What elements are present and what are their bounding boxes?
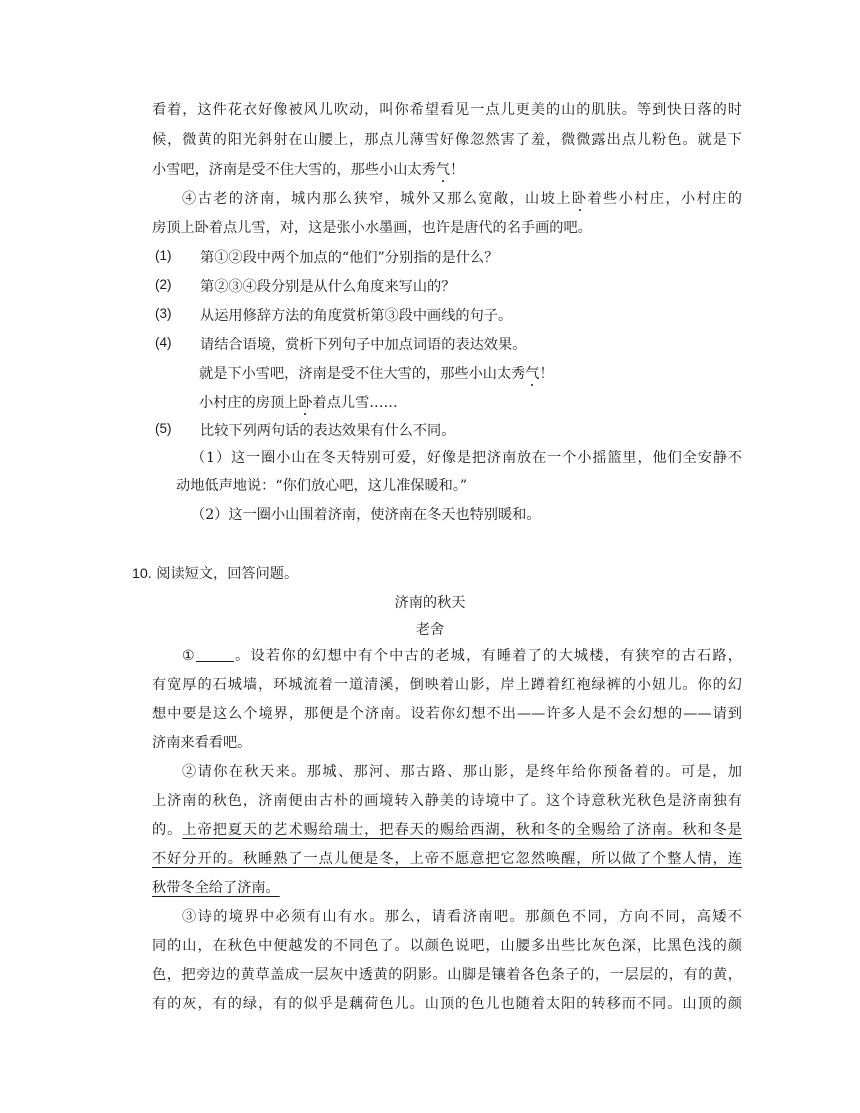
- question-text: 请结合语境，赏析下列句子中加点词语的表达效果。: [200, 337, 527, 353]
- paragraph-line: 想中要是这么个境界，那便是个济南。设若你幻想不出——许多人是不会幻想的——请到: [152, 706, 742, 722]
- question-number: 10.: [132, 566, 152, 582]
- comparison-sentence: （2）这一圈小山围着济南，使济南在冬天也特别暖和。: [191, 507, 541, 523]
- question-10-heading: [132, 563, 298, 583]
- question-label: (3): [155, 306, 172, 321]
- question-text: 比较下列两句话的表达效果有什么不同。: [200, 423, 456, 439]
- paragraph-line: 看着，这件花衣好像被风儿吹动，叫你希望看见一点儿更美的山的肌肤。等到快日落的时: [152, 102, 742, 118]
- question-label: (5): [155, 421, 172, 436]
- paragraph-line: ③诗的境界中必须有山有水。那么，请看济南吧。那颜色不同，方向不同，高矮不: [182, 909, 742, 925]
- quoted-sentence: 就是下小雪吧，济南是受不住大雪的，那些小山太秀气！: [199, 366, 554, 382]
- emphasis-dot-char: 卧: [571, 191, 588, 207]
- underlined-sentence: 上帝把夏天的艺术赐给瑞士，把春天的赐给西湖，秋和冬的全赐给了济南。秋和冬是: [182, 822, 742, 838]
- paragraph-line: 候，微黄的阳光斜射在山腰上，那点儿薄雪好像忽然害了羞，微微露出点儿粉色。就是下: [152, 132, 742, 148]
- paragraph-line: 同的山，在秋色中便越发的不同色了。以颜色说吧，山腰多出些比灰色深，比黑色浅的颜: [152, 938, 742, 954]
- quoted-sentence: 小村庄的房顶上卧着点儿雪……: [199, 395, 398, 411]
- emphasis-dot-char: 气: [525, 366, 540, 382]
- underlined-sentence: 秋带冬全给了济南。: [152, 880, 280, 896]
- question-prompt: 阅读短文，回答问题。: [156, 566, 299, 582]
- comparison-sentence: 动地低声地说：“你们放心吧，这儿准保暖和。”: [176, 478, 468, 494]
- question-text: 从运用修辞方法的角度赏析第③段中画线的句子。: [200, 308, 513, 324]
- paragraph-line: 的。上帝把夏天的艺术赐给瑞士，把春天的赐给西湖，秋和冬的全赐给了济南。秋和冬是: [152, 822, 742, 838]
- question-label: (4): [155, 335, 172, 350]
- paragraph-line: 上济南的秋色，济南便由古朴的画境转入静美的诗境中了。这个诗意秋光秋色是济南独有: [152, 793, 742, 809]
- question-text: 第①②段中两个加点的“他们”分别指的是什么？: [200, 250, 499, 266]
- paragraph-line: 色，把旁边的黄草盖成一层灰中透黄的阴影。山脚是镶着各色条子的，一层层的，有的黄，: [152, 967, 742, 983]
- paragraph-line: 小雪吧，济南是受不住大雪的，那些小山太秀气！: [152, 162, 465, 178]
- comparison-sentence: （1）这一圈小山在冬天特别可爱，好像是把济南放在一个小摇篮里，他们全安静不: [191, 450, 742, 466]
- question-label: (1): [155, 248, 172, 263]
- paragraph-line: ②请你在秋天来。那城、那河、那古路、那山影，是终年给你预备着的。可是，加: [182, 764, 742, 780]
- paragraph-line: 有的灰，有的绿，有的似乎是藕荷色儿。山顶的色儿也随着太阳的转移而不同。山顶的颜: [152, 996, 742, 1012]
- fill-blank[interactable]: [196, 647, 234, 662]
- paragraph-line: 有宽厚的石城墙，环城流着一道清溪，倒映着山影，岸上蹲着红袍绿裤的小妞儿。你的幻: [152, 677, 742, 693]
- paragraph-line: 济南来看看吧。: [152, 735, 252, 751]
- paragraph-line: 房顶上卧着点儿雪，对，这是张小水墨画，也许是唐代的名手画的吧。: [152, 220, 592, 236]
- question-text: 第②③④段分别是从什么角度来写山的？: [200, 279, 456, 295]
- paragraph-line: ① 。设若你的幻想中有个中古的老城，有睡着了的大城楼，有狭窄的古石路，: [182, 648, 742, 664]
- emphasis-dot-char: 气: [435, 162, 450, 178]
- emphasis-dot-char: 卧: [298, 395, 313, 411]
- article-author: 老舍: [415, 622, 445, 638]
- question-label: (2): [155, 277, 172, 292]
- paragraph-line: [152, 878, 742, 898]
- paragraph-line: ④古老的济南，城内那么狭窄，城外又那么宽敞，山坡上卧着些小村庄，小村庄的: [182, 191, 742, 207]
- article-title: 济南的秋天: [394, 595, 466, 611]
- underlined-sentence: 不好分开的。秋睡熟了一点儿便是冬，上帝不愿意把它忽然唤醒，所以做了个整人情，连: [152, 851, 742, 867]
